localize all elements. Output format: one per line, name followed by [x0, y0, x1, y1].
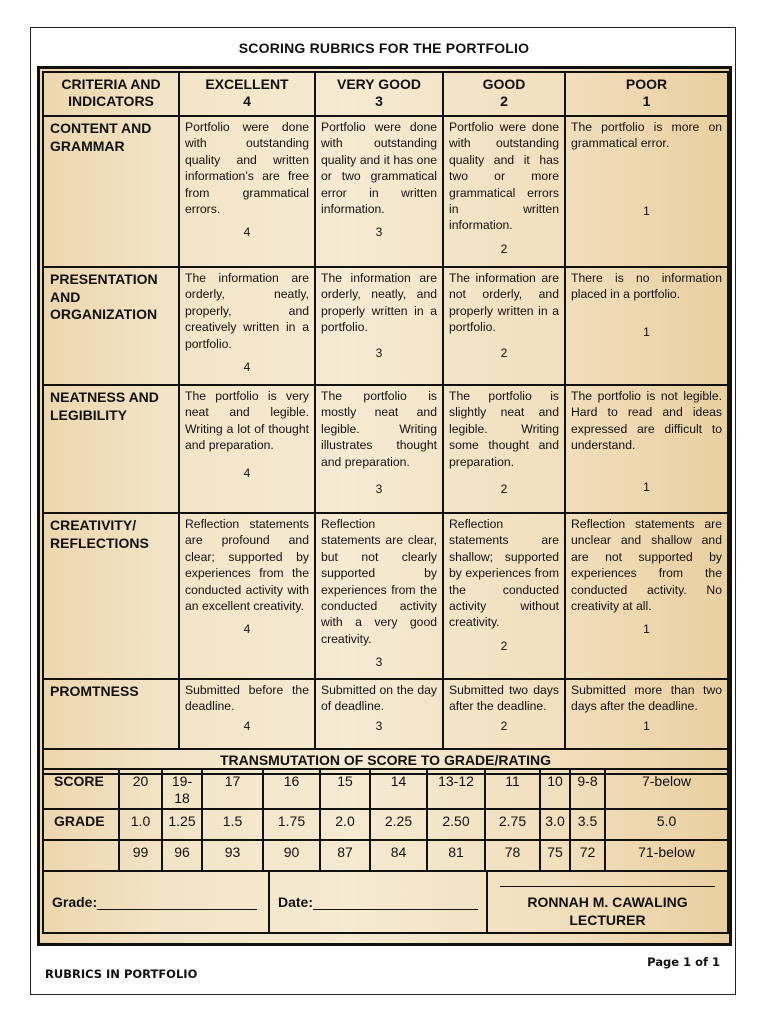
footer-title: RUBRICS IN PORTFOLIO: [45, 967, 198, 981]
header-points: 3: [375, 93, 383, 109]
grade-cell: 1.25: [162, 809, 202, 840]
score-cell: 11: [485, 769, 540, 809]
rubric-cell: [179, 513, 315, 679]
cell-description: Portfolio were done with outstanding quality and written information’s are free from grammatical errors.: [185, 120, 309, 217]
rating-cell: 87: [320, 840, 370, 871]
cell-description: Reflection statements are shallow; supported by experiences from the conducted activity without creativity.: [449, 517, 559, 630]
cell-score: 1: [643, 622, 650, 637]
header-label: EXCELLENT: [205, 76, 289, 92]
rubric-cell: [565, 679, 728, 749]
rubric-cell: [315, 116, 443, 267]
criteria-label: [43, 513, 179, 679]
rubric-cell: [443, 679, 565, 749]
cell-score: 1: [643, 324, 650, 339]
cell-score: 2: [500, 241, 508, 256]
cell-score: 3: [375, 482, 383, 497]
grade-cell: 3.0: [540, 809, 570, 840]
cell-description: Submitted on the day of deadline.: [321, 683, 437, 714]
score-label: SCORE: [43, 769, 119, 809]
grade-cell: 2.75: [485, 809, 540, 840]
date-field-label: Date:: [278, 894, 314, 910]
criteria-label: [43, 116, 179, 267]
rating-cell: 72: [570, 840, 605, 871]
cell-description: Submitted more than two days after the deadline.: [571, 683, 722, 714]
document-title: SCORING RUBRICS FOR THE PORTFOLIO: [238, 40, 530, 56]
grade-cell: 2.25: [370, 809, 427, 840]
score-cell-text: 19-18: [171, 773, 193, 806]
rubric-row-presentation: [43, 267, 728, 385]
header-label: GOOD: [482, 76, 526, 92]
criteria-text: PRESENTATION AND ORGANIZATION: [50, 271, 158, 322]
cell-score: 3: [375, 345, 383, 360]
cell-score: 2: [500, 345, 508, 360]
cell-description: Reflection statements are profound and clear; supported by experiences from the conducted activity with an excellent creativity.: [185, 517, 309, 614]
cell-score: 1: [643, 718, 650, 733]
rating-cell: 99: [119, 840, 162, 871]
criteria-label: [43, 267, 179, 385]
cell-description: The portfolio is not legible. Hard to read and ideas expressed are difficult to understand.: [571, 389, 722, 453]
rating-cell: 78: [485, 840, 540, 871]
rubric-cell: [179, 385, 315, 513]
cell-description: Submitted two days after the deadline.: [449, 683, 559, 714]
header-points: 1: [642, 93, 651, 109]
cell-score: 4: [243, 622, 251, 637]
score-cell: 9-8: [570, 769, 605, 809]
header-criteria: [43, 72, 179, 116]
header-points: 2: [500, 93, 508, 109]
cell-description: The portfolio is mostly neat and legible. Writing illustrates thought and preparation.: [321, 389, 437, 469]
rubric-cell: [443, 116, 565, 267]
cell-score: 1: [643, 203, 650, 218]
header-very-good: [315, 72, 443, 116]
rubric-cell: [565, 385, 728, 513]
cell-description: The information are not orderly, and properly written in a portfolio.: [449, 271, 559, 335]
header-points: 4: [243, 93, 251, 109]
cell-score: 4: [243, 718, 251, 733]
rubric-row-creativity: [43, 513, 728, 679]
rubric-cell: [179, 679, 315, 749]
rating-cell: 75: [540, 840, 570, 871]
score-cell: 20: [119, 769, 162, 809]
cell-score: 2: [500, 718, 508, 733]
rubric-cell: [315, 385, 443, 513]
signature-line: [500, 886, 715, 887]
grade-label: GRADE: [43, 809, 119, 840]
criteria-text: PROMTNESS: [50, 683, 139, 699]
rating-cell: 81: [427, 840, 485, 871]
header-good: [443, 72, 565, 116]
grade-cell: 2.50: [427, 809, 485, 840]
rating-cell: 84: [370, 840, 427, 871]
rubric-cell: [315, 513, 443, 679]
grade-cell: 1.75: [263, 809, 320, 840]
score-cell: 10: [540, 769, 570, 809]
rubric-table: [42, 71, 729, 775]
cell-description: There is no information placed in a portfolio.: [571, 271, 722, 302]
grade-cell: 1.5: [202, 809, 263, 840]
rubric-row-content-grammar: [43, 116, 728, 267]
lecturer-signature: [487, 871, 728, 933]
transmutation-title: TRANSMUTATION OF SCORE TO GRADE/RATING: [43, 749, 728, 774]
signature-table: [42, 870, 729, 934]
cell-description: Reflection statements are unclear and shallow and are not supported by experiences from the conducted activity. No creativity at all.: [571, 517, 722, 614]
rubric-cell: [315, 267, 443, 385]
transmutation-table: [42, 768, 729, 872]
cell-score: 4: [243, 225, 251, 240]
lecturer-position: LECTURER: [569, 911, 646, 928]
score-row: [43, 769, 728, 809]
score-cell: 17: [202, 769, 263, 809]
cell-score: 2: [500, 482, 508, 497]
grade-row: [43, 809, 728, 840]
criteria-text: NEATNESS AND LEGIBILITY: [50, 389, 159, 423]
grade-cell: 1.0: [119, 809, 162, 840]
rubric-header-row: [43, 72, 728, 116]
criteria-text: CONTENT AND GRAMMAR: [50, 120, 152, 154]
rating-cell: 90: [263, 840, 320, 871]
page-number: Page 1 of 1: [647, 955, 720, 969]
cell-description: The portfolio is very neat and legible. Writing a lot of thought and preparation.: [185, 389, 309, 453]
header-excellent: [179, 72, 315, 116]
cell-score: 4: [243, 465, 251, 480]
grade-cell: 2.0: [320, 809, 370, 840]
score-cell: 7-below: [605, 769, 728, 809]
rating-cell: 93: [202, 840, 263, 871]
score-cell: [162, 769, 202, 809]
rubric-cell: [565, 513, 728, 679]
grade-field[interactable]: [43, 871, 269, 933]
rubric-row-neatness: [43, 385, 728, 513]
cell-description: The information are orderly, neatly, properly, and creatively written in a portfolio.: [185, 271, 309, 351]
cell-score: 4: [243, 360, 251, 375]
cell-description: The information are orderly, neatly, and properly written in a portfolio.: [321, 271, 437, 335]
cell-score: 3: [375, 655, 383, 670]
header-label: CRITERIA AND INDICATORS: [61, 76, 161, 109]
date-blank-line: [313, 895, 478, 910]
header-label: VERY GOOD: [336, 76, 422, 92]
cell-description: The portfolio is slightly neat and legible. Writing some thought and preparation.: [449, 389, 559, 469]
criteria-text: CREATIVITY/ REFLECTIONS: [50, 517, 149, 551]
header-label: POOR: [625, 76, 668, 92]
rubric-cell: [565, 267, 728, 385]
date-field[interactable]: [269, 871, 487, 933]
score-cell: 13-12: [427, 769, 485, 809]
header-poor: [565, 72, 728, 116]
rubric-cell: [565, 116, 728, 267]
cell-description: The portfolio is more on grammatical error.: [571, 120, 722, 151]
cell-score: 1: [643, 479, 650, 494]
rubric-cell: [443, 385, 565, 513]
rubric-cell: [179, 116, 315, 267]
grade-field-label: Grade:: [52, 894, 98, 910]
criteria-label: [43, 385, 179, 513]
cell-description: Submitted before the deadline.: [185, 683, 309, 714]
cell-score: 2: [500, 638, 508, 653]
cell-description: Portfolio were done with outstanding quality and it has two or more grammatical errors in written information.: [449, 120, 559, 233]
score-cell: 14: [370, 769, 427, 809]
lecturer-name: RONNAH M. CAWALING: [527, 893, 688, 910]
rating-cell: 96: [162, 840, 202, 871]
grade-cell: 3.5: [570, 809, 605, 840]
rating-cell: 71-below: [605, 840, 728, 871]
score-cell: 15: [320, 769, 370, 809]
cell-score: 3: [375, 225, 383, 240]
cell-description: Portfolio were done with outstanding quality and it has one or two grammatical error in written information.: [321, 120, 437, 217]
rubric-cell: [179, 267, 315, 385]
rubric-cell: [443, 267, 565, 385]
rubric-cell: [443, 513, 565, 679]
cell-score: 3: [375, 718, 383, 733]
rubric-cell: [315, 679, 443, 749]
rating-label-empty: [43, 840, 119, 871]
score-cell: 16: [263, 769, 320, 809]
rubric-row-promptness: [43, 679, 728, 749]
cell-description: Reflection statements are clear, but not clearly supported by experiences from the conducted activity with a very good creativity.: [321, 517, 437, 646]
grade-cell: 5.0: [605, 809, 728, 840]
rating-row: [43, 840, 728, 871]
grade-blank-line: [97, 895, 257, 910]
criteria-label: [43, 679, 179, 749]
